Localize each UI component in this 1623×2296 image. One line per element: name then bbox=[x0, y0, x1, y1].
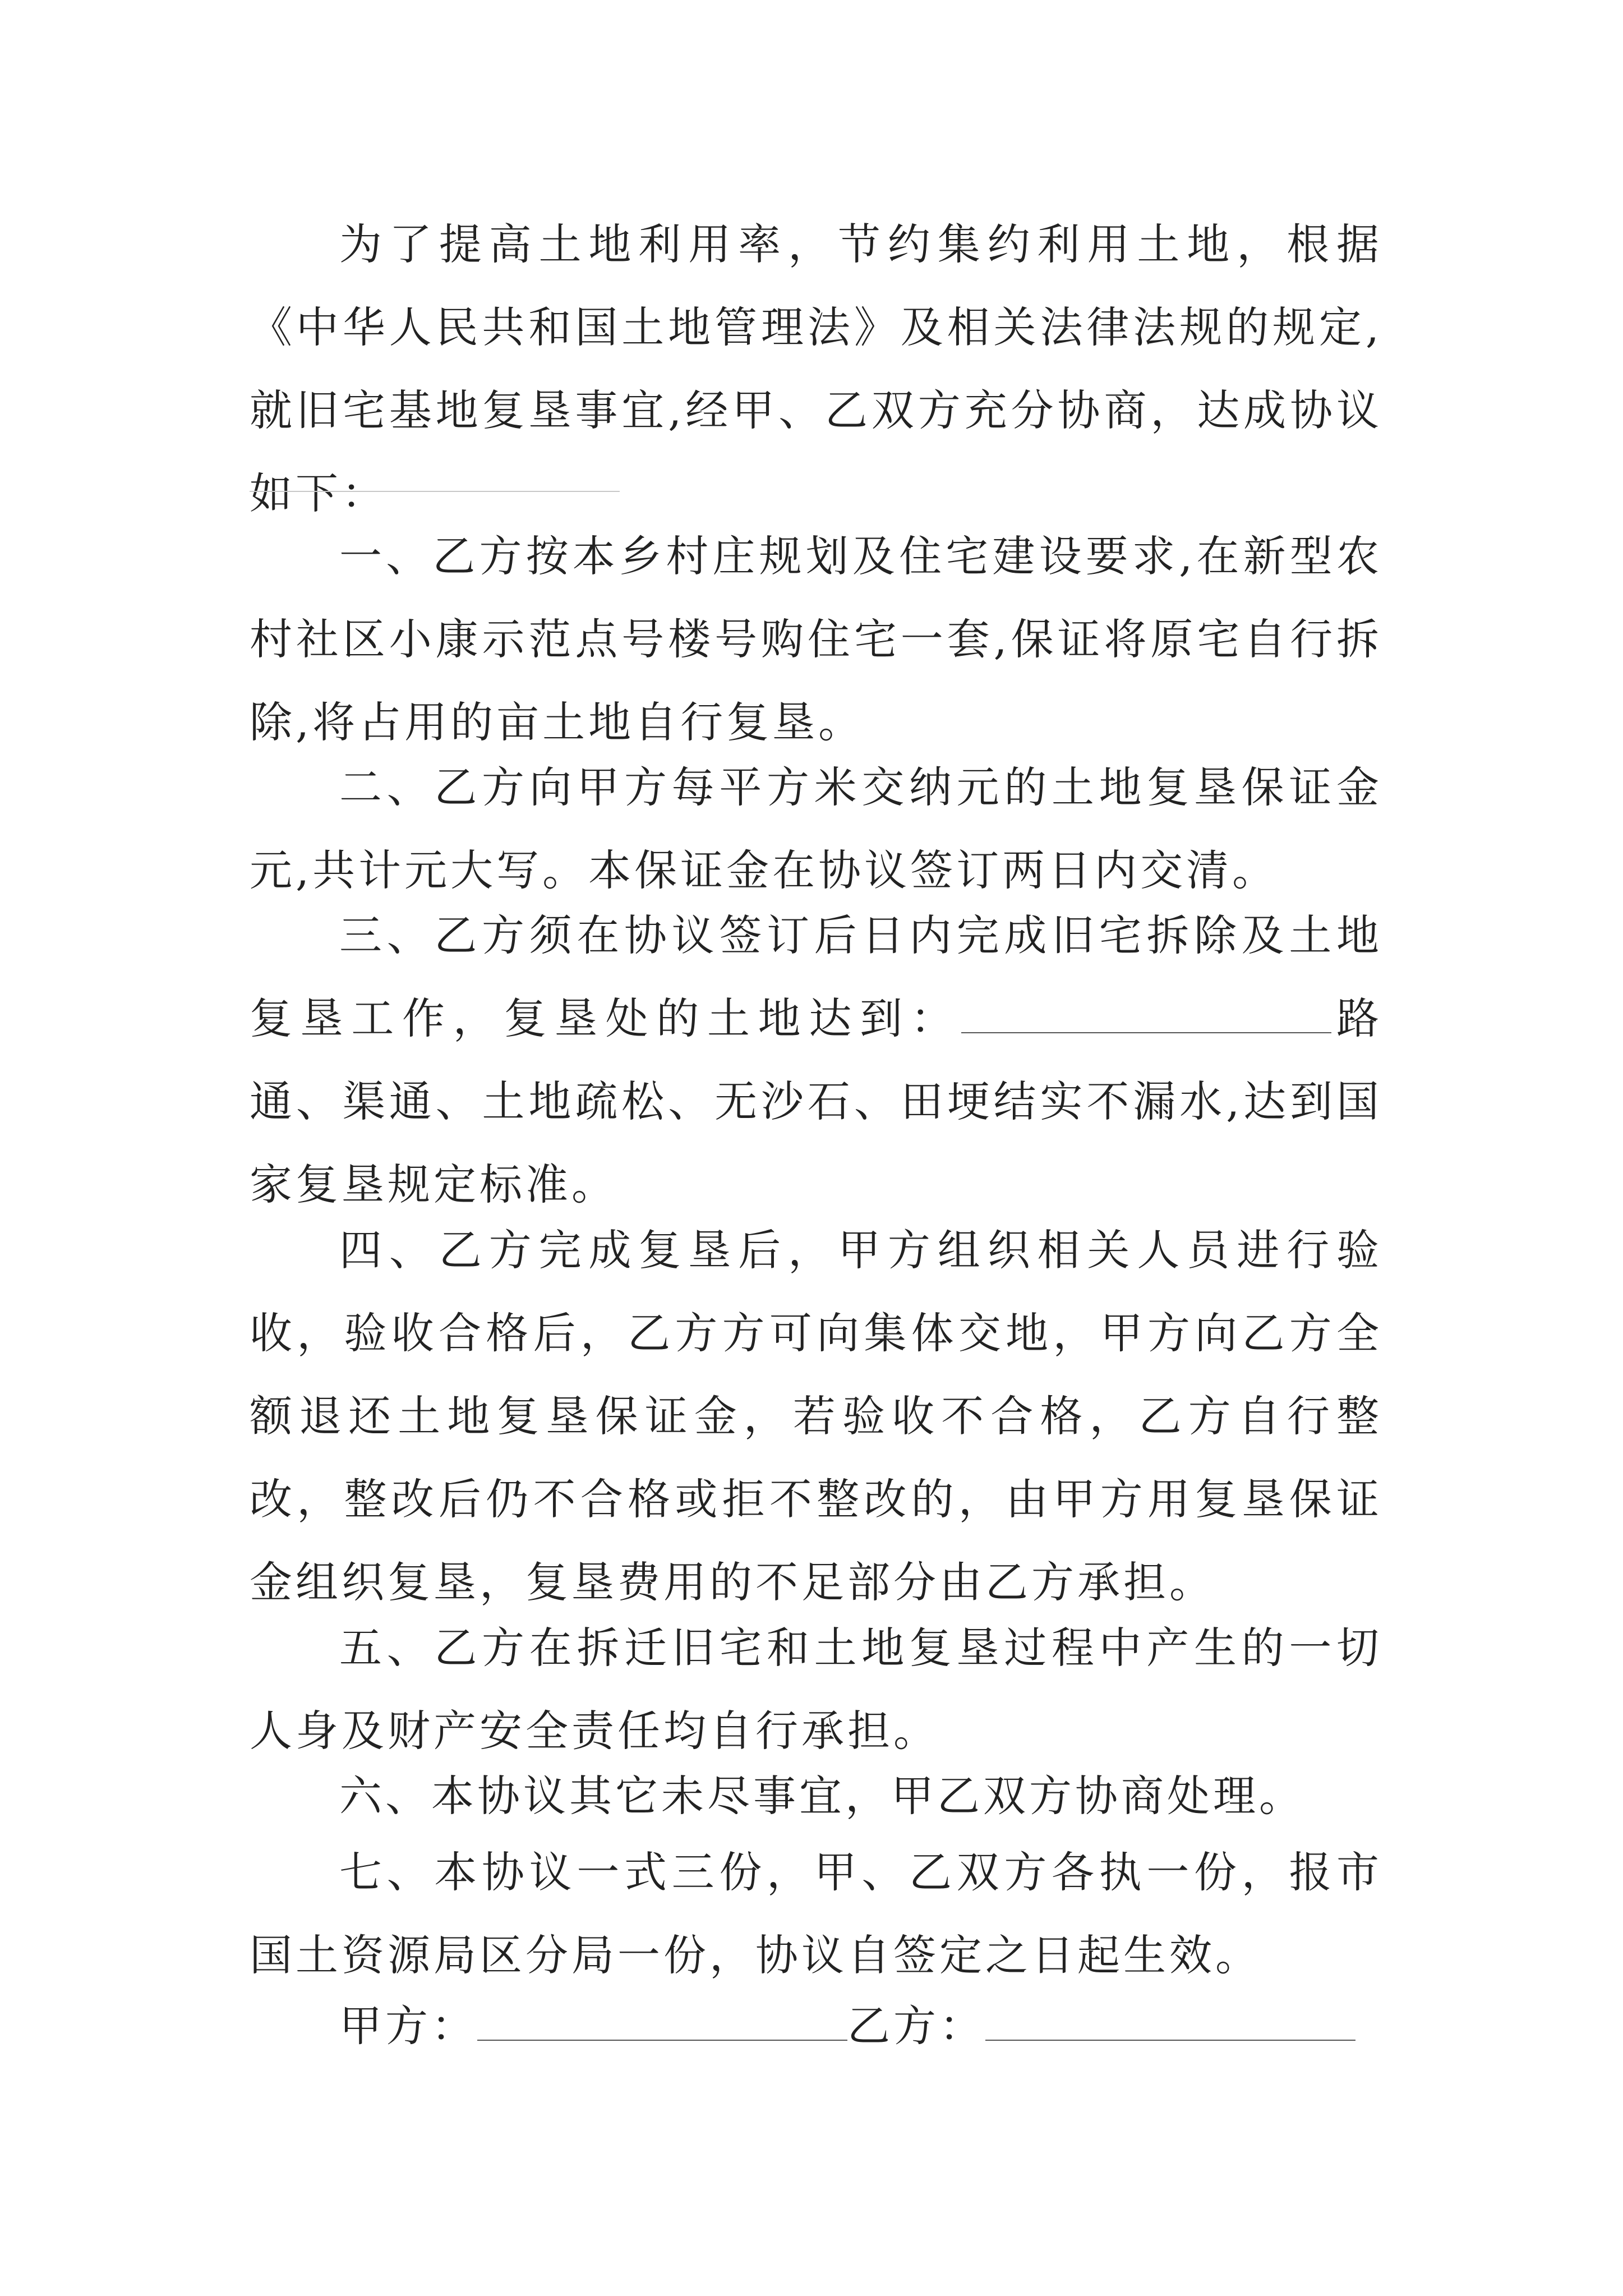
clause-3-text-after: 路通、渠通、土地疏松、无沙石、田埂结实不漏水,达到国家复垦规定标准。 bbox=[250, 993, 1383, 1209]
party-a-label: 甲方： bbox=[339, 2001, 477, 2051]
clause-1: 一、乙方按本乡村庄规划及住宅建设要求,在新型农村社区小康示范点号楼号购住宅一套,保证将原宅自行拆除,将占用的亩土地自行复垦。 bbox=[250, 531, 1382, 747]
clause-3 bbox=[250, 894, 1382, 1226]
party-b-label: 乙方： bbox=[847, 2001, 985, 2051]
clause-5: 五、乙方在拆迁旧宅和土地复垦过程中产生的一切人身及财产安全责任均自行承担。 bbox=[250, 1623, 1382, 1756]
signature-line bbox=[250, 1985, 1382, 2068]
party-a-signature-blank bbox=[477, 2000, 847, 2041]
clause-7: 七、本协议一式三份，甲、乙双方各执一份，报市国土资源局区分局一份，协议自签定之日起生效。 bbox=[250, 1847, 1382, 1980]
clause-3-text-before: 三、乙方须在协议签订后日内完成旧宅拆除及土地复垦工作，复垦处的土地达到： bbox=[250, 910, 1382, 1043]
intro-paragraph: 为了提高土地利用率，节约集约利用土地，根据《中华人民共和国土地管理法》及相关法律法规的规定,就旧宅基地复垦事宜,经甲、乙双方充分协商，达成协议如下： bbox=[250, 219, 1382, 518]
clause-4: 四、乙方完成复垦后，甲方组织相关人员进行验收，验收合格后，乙方方可向集体交地，甲方向乙方全额退还土地复垦保证金，若验收不合格，乙方自行整改，整改后仍不合格或拒不整改的，由甲方用复垦保证金组织复垦，复垦费用的不足部分由乙方承担。 bbox=[250, 1225, 1382, 1607]
standard-blank-line bbox=[961, 993, 1331, 1033]
party-b-signature-blank bbox=[985, 2000, 1355, 2041]
clause-2: 二、乙方向甲方每平方米交纳元的土地复垦保证金元,共计元大写。本保证金在协议签订两日内交清。 bbox=[250, 762, 1382, 895]
section-divider bbox=[250, 491, 620, 492]
clause-6: 六、本协议其它未尽事宜，甲乙双方协商处理。 bbox=[339, 1771, 1305, 1821]
